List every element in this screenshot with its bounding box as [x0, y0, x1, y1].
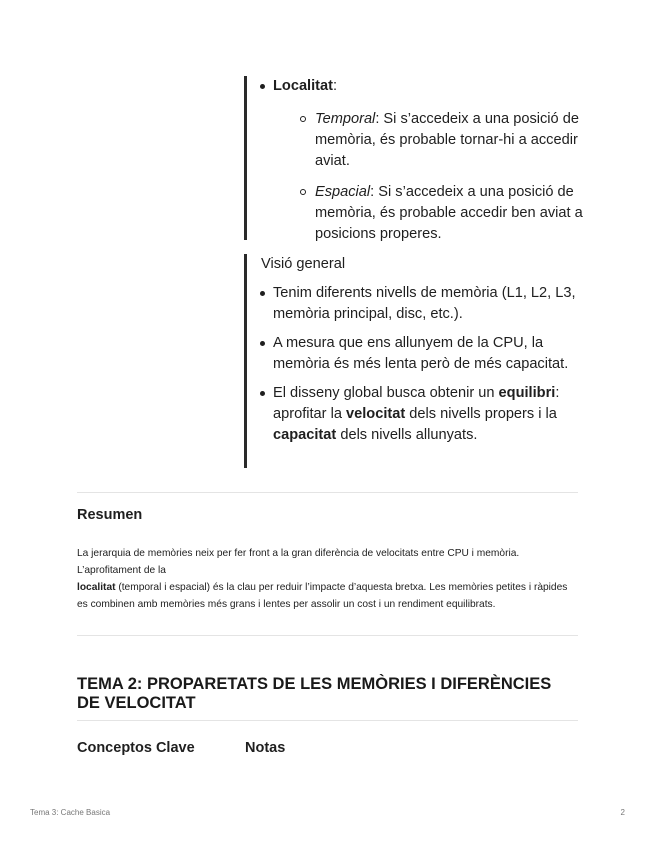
notes-block-localitat	[244, 76, 587, 240]
text: : aprofitar la	[273, 385, 560, 422]
colon: :	[333, 78, 338, 94]
page-number: 2	[620, 808, 625, 817]
sub-item-espacial	[273, 182, 587, 245]
notes-block-visio-general	[244, 254, 587, 468]
resumen-text	[77, 545, 577, 613]
visio-general-heading: Visió general	[261, 256, 346, 272]
divider	[77, 635, 578, 636]
list-item	[247, 383, 587, 446]
divider	[77, 720, 578, 721]
list-item-localitat	[247, 76, 587, 245]
list-item: A mesura que ens allunyem de la CPU, la memòria és més lenta però de més capacitat.	[247, 333, 587, 375]
text: El disseny global busca obtenir un	[273, 385, 499, 401]
list-item: Tenim diferents nivells de memòria (L1, L2, L3, memòria principal, disc, etc.).	[247, 283, 587, 325]
column-header-notas: Notas	[245, 740, 286, 756]
temporal-text: : Si s’accedeix a una posició de memòria, és probable tornar-hi a accedir aviat.	[315, 111, 579, 169]
section-heading-tema-2: TEMA 2: PROPARETATS DE LES MEMÒRIES I DIFERÈNCIES DE VELOCITAT	[77, 675, 552, 712]
summary-line-1: La jerarquia de memòries neix per fer front a la gran diferència de velocitats entre CPU i memòria. L’aprofitament de la	[77, 548, 520, 576]
term-localitat: Localitat	[273, 78, 334, 94]
term-temporal: Temporal	[315, 111, 376, 127]
term-espacial: Espacial	[315, 184, 371, 200]
divider	[77, 492, 578, 493]
bullet-list	[247, 283, 587, 446]
text: dels nivells allunyats.	[336, 427, 478, 443]
footer-doc-title: Tema 3: Cache Basica	[30, 808, 111, 817]
term-velocitat: velocitat	[346, 406, 406, 422]
term-equilibri: equilibri	[498, 385, 556, 401]
term-capacitat: capacitat	[273, 427, 337, 443]
sub-item-temporal	[273, 109, 587, 172]
term-localitat-summary: localitat	[77, 582, 116, 593]
bullet-list	[247, 76, 587, 245]
resumen-title: Resumen	[77, 507, 143, 523]
summary-line-2: (temporal i espacial) és la clau per reduir l’impacte d’aquesta bretxa. Les memòries petites i ràpides es combinen amb memòries més grans i lentes per assolir un cost i un rendiment equilibrats.	[77, 582, 568, 610]
text: dels nivells propers i la	[405, 406, 557, 422]
espacial-text: : Si s’accedeix a una posició de memòria, és probable accedir ben aviat a posicions properes.	[315, 184, 583, 242]
sub-list	[273, 109, 587, 245]
column-header-conceptos: Conceptos Clave	[77, 740, 195, 756]
